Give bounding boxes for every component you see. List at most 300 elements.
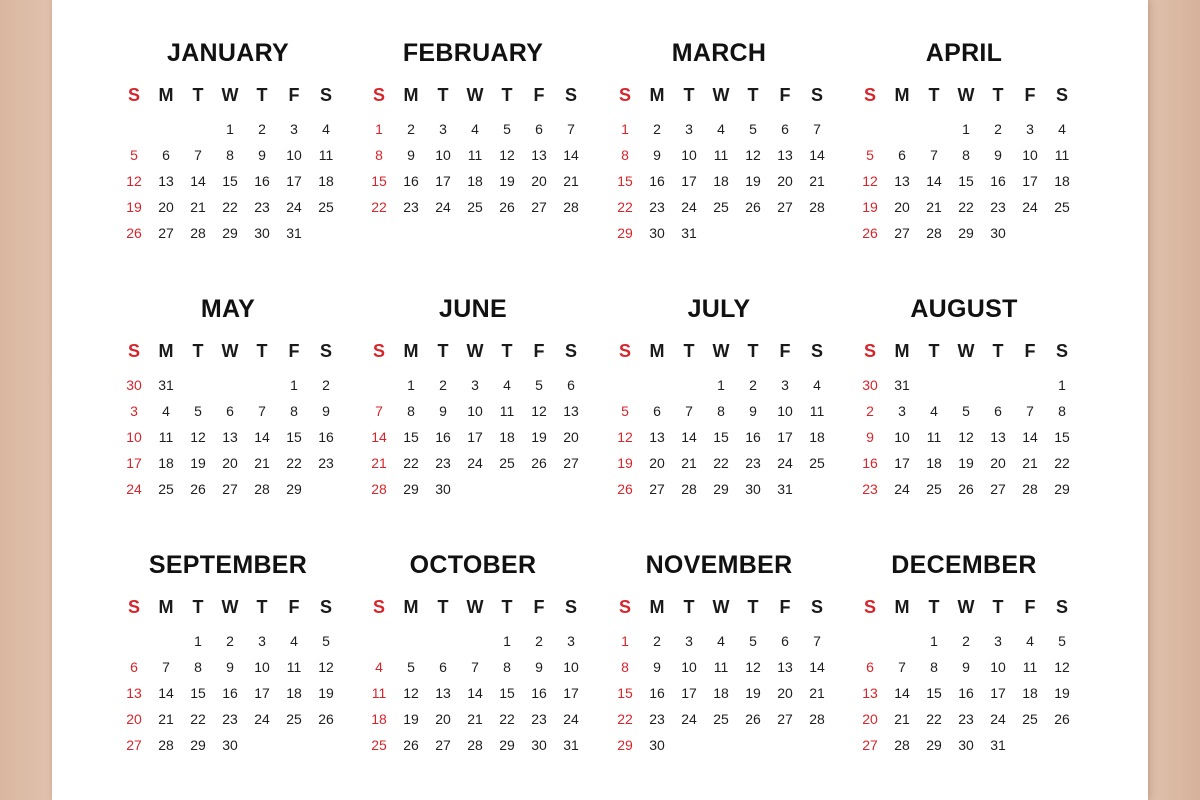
day-cell: 28 [158,737,174,753]
day-cell: 7 [685,403,693,419]
weekday-label: S [127,597,140,617]
day-cell: 5 [749,633,757,649]
day-cell: 13 [222,429,238,445]
weekday-label: F [1024,597,1036,617]
day-cell: 17 [435,173,451,189]
day-cell: 19 [126,199,142,215]
day-cell: 29 [713,481,729,497]
day-cell: 1 [503,633,511,649]
day-cell: 27 [126,737,142,753]
day-cell: 21 [190,199,206,215]
day-cell: 30 [862,377,878,393]
day-cell: 20 [862,711,878,727]
weekday-header [118,338,348,364]
weekday-label: F [533,597,545,617]
day-cell: 16 [318,429,334,445]
day-cell: 3 [685,121,693,137]
day-cell: 14 [809,147,825,163]
weekday-label: F [1024,341,1036,361]
day-cell: 28 [894,737,910,753]
day-cell: 5 [322,633,330,649]
day-cell: 3 [130,403,138,419]
background-right [1150,0,1200,800]
day-cell: 20 [222,455,238,471]
day-cell: 2 [322,377,330,393]
weekday-label: S [564,341,577,361]
day-cell: 8 [930,659,938,675]
day-grid [854,628,1084,758]
empty-day-cell [769,732,801,758]
weekday-label: W [957,597,975,617]
day-cell: 3 [781,377,789,393]
day-cell: 20 [158,199,174,215]
day-cell: 13 [777,659,793,675]
weekday-label: M [403,85,419,105]
day-cell: 23 [990,199,1006,215]
day-cell: 27 [990,481,1006,497]
day-cell: 23 [531,711,547,727]
day-cell: 24 [681,711,697,727]
empty-day-cell [118,116,150,142]
day-cell: 9 [653,659,661,675]
empty-day-cell [363,628,395,654]
day-cell: 5 [1058,633,1066,649]
day-cell: 26 [862,225,878,241]
weekday-label: S [127,85,140,105]
day-cell: 4 [322,121,330,137]
empty-day-cell [1014,220,1046,246]
empty-day-cell [310,476,342,502]
day-cell: 4 [717,633,725,649]
weekday-label: W [957,341,975,361]
day-grid [854,116,1084,246]
empty-day-cell [950,372,982,398]
empty-day-cell [705,732,737,758]
weekday-header [609,82,839,108]
day-cell: 26 [745,199,761,215]
day-cell: 24 [1022,199,1038,215]
empty-day-cell [459,476,491,502]
day-cell: 18 [371,711,387,727]
weekday-label: F [779,597,791,617]
month-title: SEPTEMBER [148,551,308,579]
weekday-label: M [158,597,174,617]
day-cell: 2 [962,633,970,649]
day-cell: 28 [371,481,387,497]
day-cell: 28 [809,199,825,215]
day-cell: 2 [749,377,757,393]
day-cell: 19 [531,429,547,445]
day-cell: 1 [930,633,938,649]
weekday-label: S [1055,341,1068,361]
day-cell: 7 [567,121,575,137]
day-cell: 10 [894,429,910,445]
day-cell: 11 [809,403,825,419]
day-cell: 17 [990,685,1006,701]
day-grid [609,628,839,758]
day-cell: 28 [467,737,483,753]
empty-day-cell [737,220,769,246]
month-title: JANUARY [166,39,290,67]
day-cell: 10 [563,659,579,675]
day-cell: 8 [407,403,415,419]
empty-day-cell [395,220,427,246]
month-title: NOVEMBER [645,551,793,579]
day-grid [363,116,593,246]
weekday-label: M [894,85,910,105]
day-cell: 25 [467,199,483,215]
day-cell: 28 [254,481,270,497]
day-cell: 31 [894,377,910,393]
day-cell: 15 [222,173,238,189]
day-cell: 14 [1022,429,1038,445]
weekday-label: S [319,597,332,617]
day-cell: 1 [226,121,234,137]
day-cell: 21 [809,685,825,701]
day-cell: 9 [653,147,661,163]
day-cell: 21 [158,711,174,727]
day-cell: 2 [535,633,543,649]
month-title: JUNE [439,295,507,323]
day-cell: 11 [926,429,942,445]
weekday-label: S [618,341,631,361]
empty-day-cell [641,372,673,398]
month-november [609,548,839,758]
day-cell: 27 [777,711,793,727]
weekday-header [609,338,839,364]
day-cell: 22 [958,199,974,215]
day-cell: 10 [126,429,142,445]
day-cell: 7 [930,147,938,163]
day-cell: 5 [535,377,543,393]
day-cell: 1 [962,121,970,137]
weekday-label: T [683,341,695,361]
weekday-label: W [221,341,239,361]
day-cell: 8 [503,659,511,675]
weekday-label: T [747,341,759,361]
weekday-label: T [501,341,513,361]
day-cell: 6 [994,403,1002,419]
day-cell: 20 [894,199,910,215]
day-cell: 22 [926,711,942,727]
weekday-label: T [437,597,449,617]
day-cell: 5 [749,121,757,137]
day-cell: 27 [531,199,547,215]
weekday-label: F [1024,85,1036,105]
day-cell: 16 [254,173,270,189]
day-cell: 7 [258,403,266,419]
day-cell: 4 [717,121,725,137]
weekday-label: T [256,341,268,361]
weekday-label: M [403,341,419,361]
day-cell: 1 [290,377,298,393]
day-cell: 22 [403,455,419,471]
day-cell: 4 [813,377,821,393]
day-cell: 18 [499,429,515,445]
weekday-label: W [466,85,484,105]
day-cell: 30 [649,737,665,753]
day-cell: 15 [371,173,387,189]
weekday-header [854,338,1084,364]
day-cell: 1 [621,633,629,649]
day-cell: 8 [1058,403,1066,419]
day-cell: 15 [617,685,633,701]
day-cell: 3 [685,633,693,649]
day-cell: 10 [286,147,302,163]
empty-day-cell [555,220,587,246]
weekday-label: T [192,341,204,361]
weekday-label: S [810,597,823,617]
weekday-label: W [221,85,239,105]
weekday-label: T [256,597,268,617]
weekday-label: M [649,85,665,105]
weekday-label: S [618,597,631,617]
day-cell: 7 [471,659,479,675]
day-cell: 23 [318,455,334,471]
day-cell: 3 [439,121,447,137]
day-cell: 9 [322,403,330,419]
day-cell: 21 [254,455,270,471]
day-cell: 31 [681,225,697,241]
day-cell: 25 [1022,711,1038,727]
day-cell: 6 [567,377,575,393]
weekday-label: T [928,341,940,361]
day-cell: 19 [190,455,206,471]
weekday-label: W [221,597,239,617]
day-cell: 3 [258,633,266,649]
weekday-label: S [372,597,385,617]
day-cell: 28 [809,711,825,727]
empty-day-cell [1014,732,1046,758]
day-cell: 22 [617,199,633,215]
day-cell: 4 [930,403,938,419]
day-cell: 6 [226,403,234,419]
day-cell: 4 [290,633,298,649]
day-cell: 29 [286,481,302,497]
weekday-label: T [437,341,449,361]
weekday-label: T [192,597,204,617]
day-cell: 17 [894,455,910,471]
day-cell: 11 [1022,659,1038,675]
weekday-label: T [928,597,940,617]
day-cell: 4 [1026,633,1034,649]
day-cell: 22 [617,711,633,727]
empty-day-cell [182,372,214,398]
day-cell: 29 [617,225,633,241]
weekday-label: T [747,85,759,105]
day-cell: 31 [777,481,793,497]
day-cell: 28 [926,225,942,241]
day-cell: 8 [194,659,202,675]
day-cell: 19 [745,685,761,701]
day-cell: 15 [190,685,206,701]
weekday-label: W [466,341,484,361]
weekday-label: T [437,85,449,105]
month-title: AUGUST [910,295,1018,323]
day-cell: 10 [467,403,483,419]
month-march [609,36,839,246]
day-cell: 19 [1054,685,1070,701]
empty-day-cell [918,116,950,142]
day-cell: 26 [126,225,142,241]
day-cell: 20 [563,429,579,445]
weekday-label: M [649,341,665,361]
day-cell: 19 [403,711,419,727]
empty-day-cell [1014,372,1046,398]
day-cell: 18 [809,429,825,445]
day-cell: 22 [1054,455,1070,471]
day-cell: 22 [371,199,387,215]
day-cell: 5 [194,403,202,419]
day-cell: 11 [713,147,729,163]
day-cell: 29 [499,737,515,753]
weekday-label: T [501,85,513,105]
day-cell: 9 [439,403,447,419]
day-cell: 13 [435,685,451,701]
day-cell: 17 [681,173,697,189]
day-cell: 26 [499,199,515,215]
day-cell: 3 [290,121,298,137]
day-cell: 12 [126,173,142,189]
day-cell: 25 [713,199,729,215]
month-december [854,548,1084,758]
day-cell: 4 [375,659,383,675]
day-cell: 17 [467,429,483,445]
weekday-header [854,594,1084,620]
day-cell: 25 [926,481,942,497]
day-cell: 16 [222,685,238,701]
weekday-label: S [372,341,385,361]
day-cell: 11 [1054,147,1070,163]
day-cell: 14 [681,429,697,445]
day-cell: 15 [403,429,419,445]
day-cell: 17 [254,685,270,701]
day-cell: 25 [286,711,302,727]
day-cell: 18 [1022,685,1038,701]
day-cell: 11 [158,429,174,445]
day-cell: 8 [290,403,298,419]
day-cell: 26 [958,481,974,497]
empty-day-cell [1046,732,1078,758]
day-cell: 1 [717,377,725,393]
day-cell: 16 [958,685,974,701]
empty-day-cell [459,628,491,654]
day-cell: 20 [990,455,1006,471]
weekday-header [118,82,348,108]
day-cell: 21 [926,199,942,215]
day-cell: 9 [749,403,757,419]
day-cell: 2 [258,121,266,137]
day-cell: 30 [222,737,238,753]
day-grid [609,116,839,246]
day-cell: 6 [439,659,447,675]
weekday-label: F [288,85,300,105]
day-cell: 25 [158,481,174,497]
weekday-label: S [863,85,876,105]
day-cell: 23 [958,711,974,727]
weekday-header [118,594,348,620]
empty-day-cell [246,732,278,758]
day-cell: 18 [318,173,334,189]
day-cell: 3 [994,633,1002,649]
background-left [0,0,52,800]
weekday-label: W [712,597,730,617]
weekday-label: S [372,85,385,105]
weekday-label: M [649,597,665,617]
day-cell: 9 [226,659,234,675]
day-cell: 17 [681,685,697,701]
day-cell: 18 [158,455,174,471]
day-cell: 12 [190,429,206,445]
month-july [609,292,839,502]
day-cell: 29 [190,737,206,753]
day-cell: 29 [617,737,633,753]
day-cell: 16 [649,685,665,701]
day-cell: 30 [958,737,974,753]
day-cell: 13 [563,403,579,419]
weekday-label: M [894,341,910,361]
month-april [854,36,1084,246]
day-cell: 23 [403,199,419,215]
day-grid [118,372,348,502]
empty-day-cell [1046,220,1078,246]
day-cell: 15 [713,429,729,445]
month-september [118,548,348,758]
empty-day-cell [854,628,886,654]
day-cell: 21 [563,173,579,189]
empty-day-cell [363,372,395,398]
day-cell: 20 [531,173,547,189]
weekday-label: T [683,85,695,105]
month-title: APRIL [925,39,1003,67]
weekday-label: T [992,597,1004,617]
weekday-label: S [618,85,631,105]
day-cell: 16 [862,455,878,471]
day-cell: 25 [499,455,515,471]
day-cell: 12 [499,147,515,163]
weekday-label: S [810,341,823,361]
day-cell: 5 [503,121,511,137]
day-cell: 23 [745,455,761,471]
empty-day-cell [737,732,769,758]
day-cell: 12 [862,173,878,189]
day-cell: 18 [467,173,483,189]
day-cell: 4 [471,121,479,137]
weekday-label: T [992,85,1004,105]
day-cell: 10 [990,659,1006,675]
day-cell: 30 [745,481,761,497]
day-cell: 18 [713,173,729,189]
day-cell: 11 [467,147,483,163]
day-grid [363,372,593,502]
day-cell: 21 [809,173,825,189]
day-cell: 16 [649,173,665,189]
day-cell: 11 [318,147,334,163]
weekday-label: F [779,85,791,105]
day-cell: 20 [777,173,793,189]
day-cell: 4 [503,377,511,393]
day-cell: 1 [1058,377,1066,393]
day-cell: 15 [286,429,302,445]
day-cell: 22 [222,199,238,215]
day-cell: 30 [990,225,1006,241]
weekday-label: W [712,85,730,105]
day-cell: 6 [781,121,789,137]
day-cell: 17 [777,429,793,445]
day-cell: 10 [681,147,697,163]
day-cell: 7 [375,403,383,419]
day-cell: 13 [862,685,878,701]
